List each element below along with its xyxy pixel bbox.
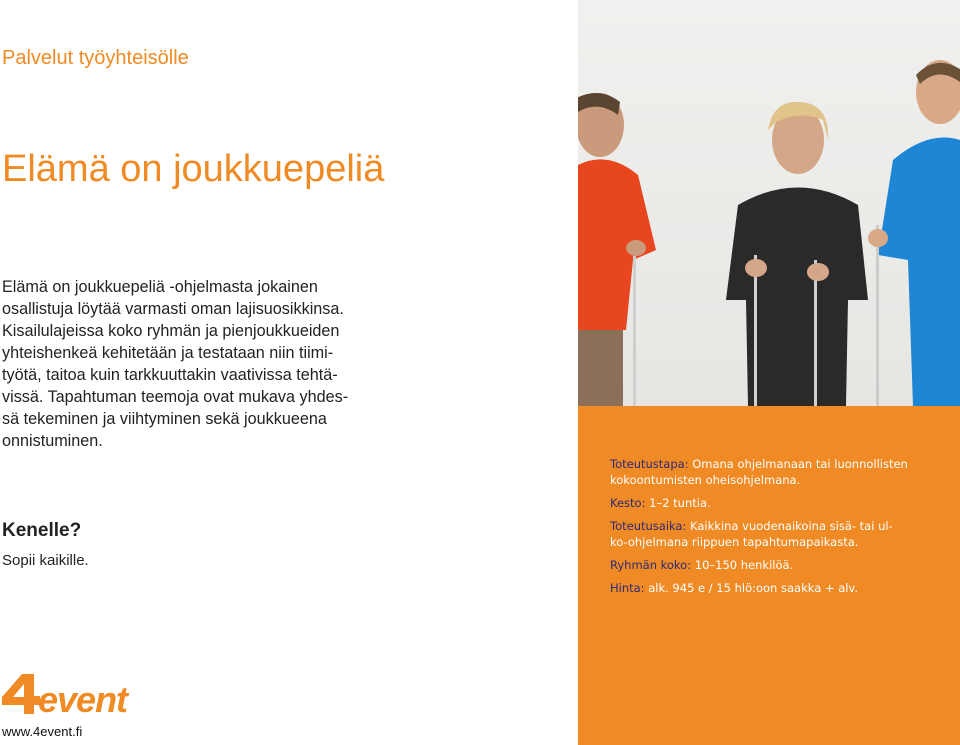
detail-price bbox=[610, 580, 950, 596]
details-list bbox=[610, 456, 950, 603]
detail-label: Toteutustapa: bbox=[610, 457, 689, 471]
detail-label: Kesto: bbox=[610, 496, 646, 510]
intro-line: vissä. Tapahtuman teemoja ovat mukava yhdes- bbox=[2, 388, 349, 406]
intro-line: yhteishenkeä kehitetään ja testataan niin tiimi- bbox=[2, 344, 334, 362]
audience-text: Sopii kaikille. bbox=[2, 552, 89, 569]
detail-value: kokoontumisten oheisohjelmana. bbox=[610, 473, 801, 487]
intro-line: työtä, taitoa kuin tarkkuuttakin vaativissa tehtä- bbox=[2, 366, 338, 384]
audience-heading: Kenelle? bbox=[2, 520, 82, 541]
intro-line: onnistuminen. bbox=[2, 432, 103, 450]
details-panel bbox=[578, 406, 960, 745]
detail-value: Kaikkina vuodenaikoina sisä- tai ul- bbox=[690, 519, 893, 533]
detail-value: Omana ohjelmanaan tai luonnollisten bbox=[692, 457, 908, 471]
svg-text:event: event bbox=[38, 679, 128, 716]
detail-value: ko-ohjelmana riippuen tapahtumapaikasta. bbox=[610, 535, 859, 549]
team-photo bbox=[578, 0, 960, 406]
detail-label: Ryhmän koko: bbox=[610, 558, 692, 572]
detail-group-size bbox=[610, 557, 950, 573]
detail-timing bbox=[610, 518, 950, 550]
section-kicker: Palvelut työyhteisölle bbox=[2, 47, 189, 69]
intro-line: sä tekeminen ja viihtyminen sekä joukkueena bbox=[2, 410, 327, 428]
website-link[interactable]: www.4event.fi bbox=[2, 724, 83, 739]
people-illustration bbox=[578, 0, 960, 406]
intro-line: osallistuja löytää varmasti oman lajisuosikkinsa. bbox=[2, 300, 344, 318]
detail-value: alk. 945 e / 15 hlö:oon saakka + alv. bbox=[648, 581, 859, 595]
intro-paragraph bbox=[2, 276, 402, 452]
detail-value: 10–150 henkilöä. bbox=[694, 558, 794, 572]
4event-logo bbox=[2, 672, 144, 716]
detail-duration bbox=[610, 495, 950, 511]
detail-label: Hinta: bbox=[610, 581, 645, 595]
detail-label: Toteutusaika: bbox=[610, 519, 687, 533]
intro-line: Kisailulajeissa koko ryhmän ja pienjoukkueiden bbox=[2, 322, 340, 340]
detail-method bbox=[610, 456, 950, 488]
intro-line: Elämä on joukkuepeliä -ohjelmasta jokainen bbox=[2, 278, 318, 296]
detail-value: 1–2 tuntia. bbox=[649, 496, 711, 510]
page-title: Elämä on joukkuepeliä bbox=[2, 148, 385, 190]
